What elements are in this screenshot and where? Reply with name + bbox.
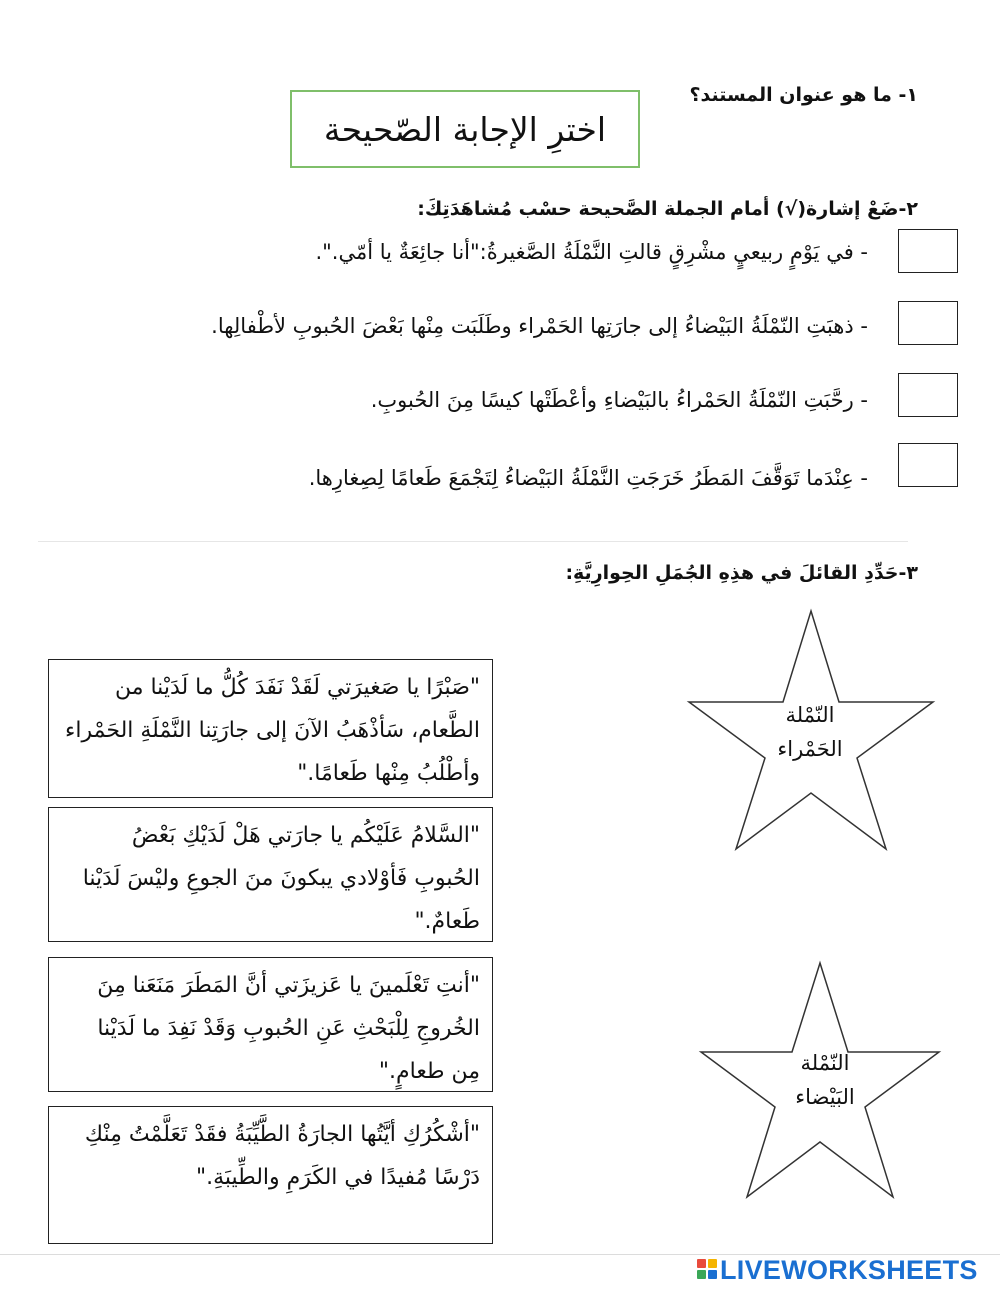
statement-3: - رحَّبَتِ النّمْلَةُ الحَمْراءُ بالبَيْضاءِ وأعْطَتْها كيسًا مِنَ الحُبوبِ.	[370, 388, 868, 412]
question-3-label: ٣-حَدِّدِ القائلَ في هذِهِ الجُمَلِ الحِوارِيَّةِ:	[565, 562, 918, 584]
answer-checkbox-3[interactable]	[898, 373, 958, 417]
statement-2: - ذهبَتِ النّمْلَةُ البَيْضاءُ إلى جارَتِها الحَمْراء وطَلَبَت مِنْها بَعْضَ الحُبوبِ لأطْفالِها.	[211, 314, 868, 338]
dialogue-box-3[interactable]	[48, 957, 493, 1092]
star-label-line1: النّمْلة	[800, 1051, 850, 1075]
answer-checkbox-2[interactable]	[898, 301, 958, 345]
dialogue-box-4[interactable]	[48, 1106, 493, 1244]
question-2-label: ٢-ضَعْ إشارة(√) أمام الجملة الصَّحيحة حسْب مُشاهَدَتِكَ:	[417, 198, 918, 220]
statement-1: - في يَوْمٍ ربيعيٍ مشْرِقٍ قالتِ النَّمْلَةُ الصَّغيرةُ:"أنا جائِعَةٌ يا أمّي.".	[315, 240, 868, 264]
liveworksheets-brand[interactable]: LIVEWORKSHEETS	[720, 1255, 978, 1285]
dialogue-text-1: "صَبْرًا يا صَغيرَتي لَقَدْ نَفَدَ كُلُّ ما لَدَيْنا من الطَّعام، سَأذْهَبُ الآنَ إلى جارَتِنا النَّمْلَةِ الحَمْراء وأطْلُبُ مِنْها طَعامًا."	[65, 675, 480, 786]
dialogue-text-3: "أنتِ تَعْلَمينَ يا عَزيزَتي أنَّ المَطَرَ مَنَعَنا مِنَ الخُروجِ لِلْبَحْثِ عَنِ الحُبوبِ وَقَدْ نَفِدَ ما لَدَيْنا مِن طعامٍ."	[97, 973, 480, 1084]
section-divider	[38, 541, 908, 542]
dialogue-text-4: "أشْكُرُكِ أيَّتُها الجارَةُ الطَّيِّبَةُ فقَدْ تَعَلَّمْتُ مِنْكِ دَرْسًا مُفيدًا في الكَرَمِ والطِّيبَةِ."	[84, 1122, 480, 1190]
statement-4: - عِنْدَما تَوَقَّفَ المَطَرُ خَرَجَتِ النَّمْلَةُ البَيْضاءُ لِتَجْمَعَ طَعامًا لِصِغارِها.	[308, 466, 868, 490]
dialogue-box-1[interactable]	[48, 659, 493, 798]
dialogue-text-2: "السَّلامُ عَلَيْكُم يا جارَتي هَلْ لَدَيْكِ بَعْضُ الحُبوبِ فَأوْلادي يبكونَ منَ الجوعِ وليْسَ لَدَيْنا طَعامٌ."	[82, 823, 480, 934]
answer-checkbox-1[interactable]	[898, 229, 958, 273]
star-label-line2: البَيْضاء	[795, 1085, 855, 1109]
liveworksheets-logo-icon	[697, 1259, 717, 1279]
star-label-line1: النّمْلة	[785, 703, 835, 727]
star-label-line2: الحَمْراء	[777, 737, 843, 761]
document-title-text: اخترِ الإجابة الصّحيحة	[323, 109, 607, 149]
answer-checkbox-4[interactable]	[898, 443, 958, 487]
star-white-ant-label	[770, 1046, 880, 1114]
dialogue-box-2[interactable]	[48, 807, 493, 942]
star-red-ant-label	[755, 698, 865, 766]
document-title-answer-box[interactable]	[290, 90, 640, 168]
question-1-label: ١- ما هو عنوان المستند؟	[689, 84, 918, 106]
